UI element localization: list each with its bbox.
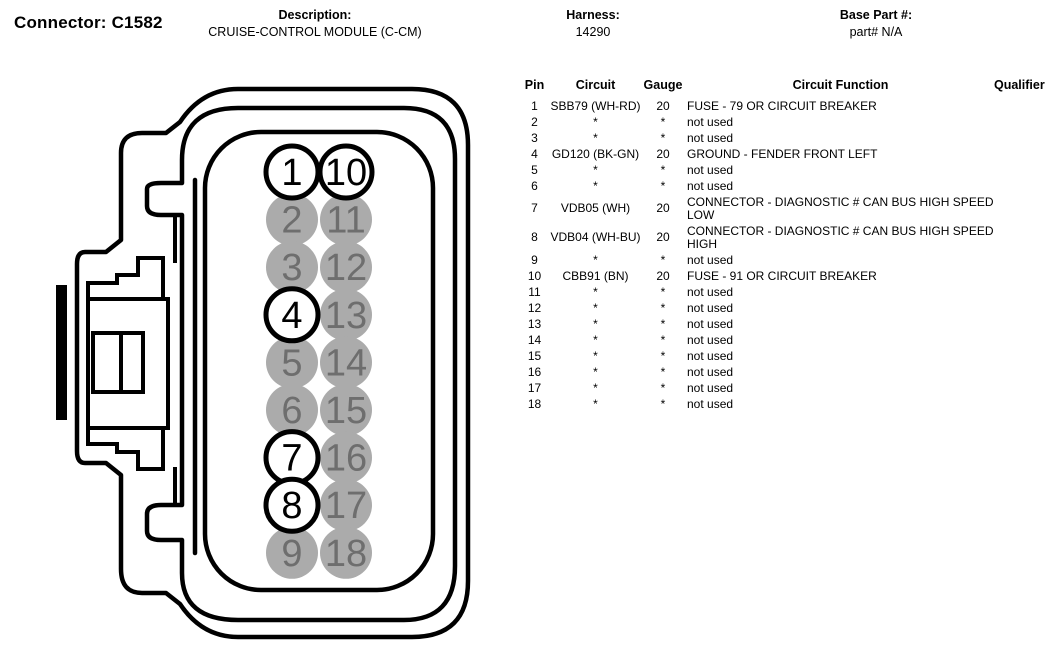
pin-13-label: 13: [324, 294, 368, 337]
pin-11-label: 11: [326, 199, 366, 242]
cell-circuit: *: [593, 130, 598, 145]
pin-15-label: 15: [324, 390, 368, 432]
cell-circuit: VDB04 (WH-BU): [550, 230, 641, 244]
pin-17-label: 17: [324, 485, 368, 528]
cell-circuit: GD120 (BK-GN): [551, 146, 640, 161]
cell-func: CONNECTOR - DIAGNOSTIC # CAN BUS HIGH SPEED LOW: [687, 194, 994, 222]
pin-4-label: 4: [281, 294, 303, 337]
cell-func: not used: [687, 300, 734, 315]
cell-circuit: *: [593, 114, 598, 129]
cell-gauge: *: [660, 348, 666, 363]
base-part-value: part# N/A: [849, 25, 903, 39]
cell-gauge: 20: [656, 230, 670, 244]
column-header-pin: Pin: [524, 77, 545, 92]
pin-3-label: 3: [281, 247, 303, 290]
cell-circuit: *: [593, 316, 598, 331]
pinout-row-7: [520, 194, 1044, 223]
column-header-qualifier: Qualifier: [994, 77, 1045, 92]
cell-gauge: *: [660, 130, 666, 145]
cell-pin: 4: [531, 146, 538, 161]
cell-func: GROUND - FENDER FRONT LEFT: [687, 146, 878, 161]
cell-qual: [994, 275, 1044, 278]
description-value: CRUISE-CONTROL MODULE (C-CM): [208, 25, 422, 39]
pinout-row-13: [520, 316, 1044, 332]
cell-circuit: *: [593, 332, 598, 347]
cell-gauge: *: [660, 114, 666, 129]
pinout-row-3: [520, 130, 1044, 146]
cell-func: FUSE - 79 OR CIRCUIT BREAKER: [687, 98, 877, 113]
pinout-row-8: [520, 223, 1044, 252]
description-block: [155, 8, 475, 40]
cell-pin: 15: [527, 348, 542, 363]
cell-circuit: *: [593, 252, 598, 267]
cell-qual: [994, 307, 1044, 310]
cell-circuit: *: [593, 300, 598, 315]
cell-qual: [994, 355, 1044, 358]
column-header-function: Circuit Function: [792, 77, 889, 92]
cell-qual: [994, 259, 1044, 262]
cell-gauge: *: [660, 364, 666, 379]
base-part-block: [786, 8, 966, 40]
cell-gauge: *: [660, 316, 666, 331]
cell-pin: 2: [531, 114, 538, 129]
pinout-row-9: [520, 252, 1044, 268]
cell-qual: [994, 387, 1044, 390]
cell-qual: [994, 185, 1044, 188]
cell-gauge: *: [660, 252, 666, 267]
cell-pin: 3: [531, 130, 538, 145]
pinout-table: [520, 77, 1044, 412]
cell-pin: 12: [527, 300, 542, 315]
cell-pin: 11: [528, 284, 541, 299]
pinout-row-5: [520, 162, 1044, 178]
cell-func: not used: [687, 348, 734, 363]
cell-func: not used: [687, 284, 734, 299]
cell-func: not used: [687, 396, 734, 411]
cell-pin: 17: [527, 380, 542, 395]
cell-qual: [994, 339, 1044, 342]
pinout-table-body: [520, 98, 1044, 412]
cell-func: not used: [687, 162, 734, 177]
cell-circuit: *: [593, 284, 598, 299]
cell-circuit: *: [593, 396, 598, 411]
cell-pin: 18: [527, 396, 542, 411]
pinout-row-17: [520, 380, 1044, 396]
connector-diagram: [52, 85, 482, 645]
cell-func: not used: [687, 130, 734, 145]
pin-5-label: 5: [281, 342, 303, 385]
cell-qual: [994, 236, 1044, 239]
cell-gauge: 20: [656, 98, 670, 113]
cell-pin: 6: [531, 178, 538, 193]
pin-1-label: 1: [281, 152, 303, 194]
cell-qual: [994, 291, 1044, 294]
description-label: Description:: [278, 8, 352, 22]
cell-gauge: *: [660, 332, 666, 347]
cell-pin: 1: [531, 98, 538, 113]
pin-8-label: 8: [281, 485, 303, 528]
cell-pin: 9: [531, 252, 538, 267]
pin-12-label: 12: [324, 247, 368, 290]
cell-qual: [994, 371, 1044, 374]
cell-func: not used: [687, 380, 734, 395]
cell-qual: [994, 323, 1044, 326]
cell-pin: 10: [527, 268, 542, 283]
cell-qual: [994, 169, 1044, 172]
pin-16-label: 16: [324, 437, 368, 480]
housing-inner-cavity: [205, 132, 433, 590]
cell-circuit: *: [593, 380, 598, 395]
cell-func: not used: [687, 332, 734, 347]
cell-pin: 7: [531, 201, 538, 215]
cell-circuit: *: [593, 162, 598, 177]
cell-func: not used: [687, 364, 734, 379]
cell-circuit: VDB05 (WH): [560, 201, 631, 215]
bracket-window: [93, 333, 143, 392]
cell-func: not used: [687, 114, 734, 129]
bracket-black-bar: [56, 285, 67, 420]
cell-qual: [994, 137, 1044, 140]
cell-circuit: SBB79 (WH-RD): [550, 98, 641, 113]
connector-title: Connector: C1582: [14, 13, 163, 32]
bracket-frame: [88, 299, 168, 428]
cell-pin: 8: [531, 230, 538, 244]
cell-gauge: *: [660, 284, 666, 299]
pin-7-label: 7: [281, 437, 303, 480]
cell-func: not used: [687, 252, 734, 267]
pins-layer: [266, 146, 372, 579]
cell-gauge: *: [660, 396, 666, 411]
pin-6-label: 6: [281, 390, 303, 432]
cell-qual: [994, 121, 1044, 124]
cell-gauge: *: [660, 300, 666, 315]
pin-2-label: 2: [281, 199, 303, 242]
base-part-label: Base Part #:: [839, 8, 913, 22]
pinout-row-15: [520, 348, 1044, 364]
cell-gauge: *: [660, 380, 666, 395]
pinout-row-2: [520, 114, 1044, 130]
pinout-row-11: [520, 284, 1044, 300]
pin-9-label: 9: [281, 532, 303, 575]
cell-circuit: *: [593, 348, 598, 363]
cell-func: not used: [687, 316, 734, 331]
cell-gauge: *: [660, 178, 666, 193]
cell-func: not used: [687, 178, 734, 193]
pinout-row-14: [520, 332, 1044, 348]
cell-gauge: 20: [656, 201, 670, 215]
pinout-row-1: [520, 98, 1044, 114]
pin-18-label: 18: [324, 532, 368, 575]
cell-qual: [994, 105, 1044, 108]
column-header-gauge: Gauge: [643, 77, 683, 92]
cell-gauge: *: [660, 162, 666, 177]
cell-pin: 16: [527, 364, 542, 379]
pinout-row-12: [520, 300, 1044, 316]
cell-qual: [994, 153, 1044, 156]
cell-circuit: *: [593, 178, 598, 193]
column-header-circuit: Circuit: [575, 77, 616, 92]
cell-gauge: 20: [656, 268, 670, 283]
cell-func: FUSE - 91 OR CIRCUIT BREAKER: [687, 268, 877, 283]
pinout-row-16: [520, 364, 1044, 380]
harness-label: Harness:: [566, 8, 620, 22]
pinout-table-header: [520, 77, 1044, 93]
cell-circuit: CBB91 (BN): [562, 268, 629, 283]
cell-circuit: *: [593, 364, 598, 379]
pinout-row-4: [520, 146, 1044, 162]
cell-qual: [994, 403, 1044, 406]
harness-value: 14290: [575, 25, 611, 39]
pin-14-label: 14: [324, 342, 368, 385]
cell-pin: 13: [527, 316, 542, 331]
pinout-row-6: [520, 178, 1044, 194]
bracket-step-top: [88, 258, 163, 299]
harness-block: [520, 8, 666, 40]
cell-func: CONNECTOR - DIAGNOSTIC # CAN BUS HIGH SPEED HIGH: [687, 223, 994, 251]
pinout-row-18: [520, 396, 1044, 412]
cell-pin: 5: [531, 162, 538, 177]
cell-qual: [994, 207, 1044, 210]
cell-pin: 14: [527, 332, 542, 347]
cell-gauge: 20: [656, 146, 670, 161]
pinout-row-10: [520, 268, 1044, 284]
pin-10-label: 10: [324, 152, 368, 194]
